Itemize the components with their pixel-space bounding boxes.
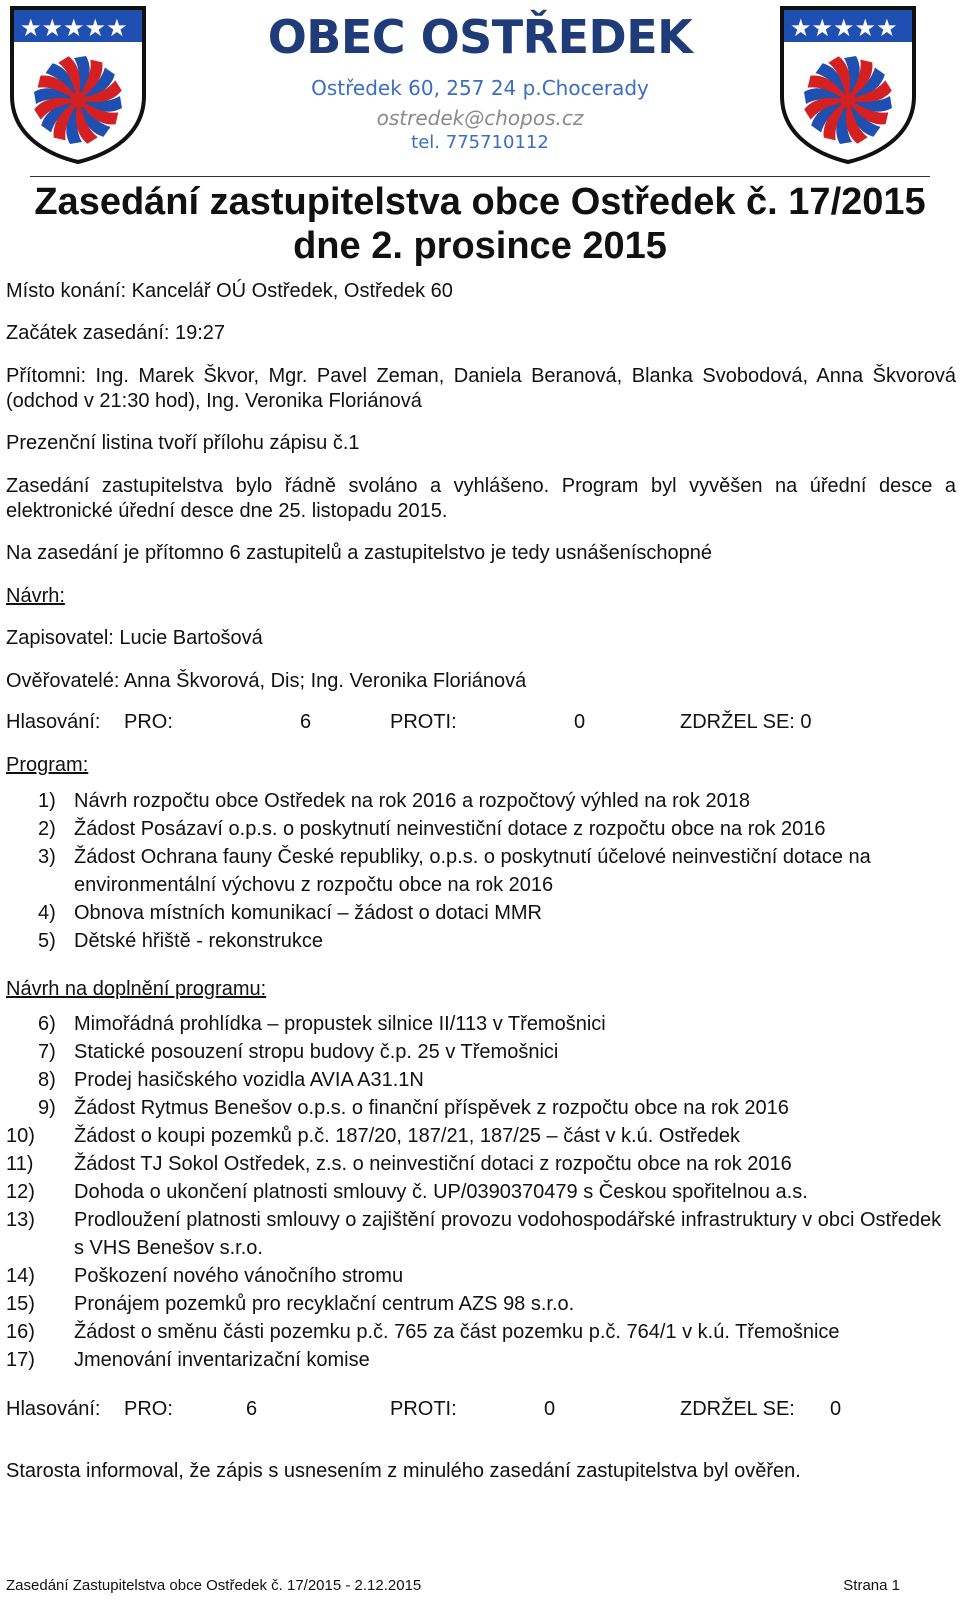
- list-item-text: Prodloužení platnosti smlouvy o zajištění provozu vodohospodářské infrastruktury v obci Ostředek s VHS Benešov s.r.o.: [74, 1209, 942, 1259]
- list-item-number: 6): [38, 1013, 56, 1035]
- list-item-number: 10): [6, 1125, 35, 1147]
- vote-pro-value: 6: [300, 711, 312, 733]
- page-footer: Zasedání Zastupitelstva obce Ostředek č. 17/2015 - 2.12.2015: [6, 1577, 422, 1594]
- list-item-text: Dohoda o ukončení platnosti smlouvy č. UP/0390370479 s Českou spořitelnou a.s.: [74, 1181, 808, 1203]
- quorum-note: Na zasedání je přítomno 6 zastupitelů a zastupitelstvo je tedy usnášeníschopné: [6, 542, 712, 564]
- vote-contra-value: 0: [544, 1398, 556, 1420]
- municipality-name: OBEC OSTŘEDEK: [267, 10, 693, 64]
- list-item-number: 14): [6, 1265, 35, 1287]
- municipality-phone: tel. 775710112: [411, 132, 549, 153]
- list-item: [6, 1094, 946, 1122]
- list-item-text: Obnova místních komunikací – žádost o dotaci MMR: [74, 902, 542, 924]
- addition-list: [6, 1010, 946, 1374]
- list-item-number: 13): [6, 1209, 35, 1231]
- verifiers: Ověřovatelé: Anna Škvorová, Dis; Ing. Veronika Floriánová: [6, 670, 527, 692]
- list-item: [6, 1010, 946, 1038]
- header-divider: [30, 176, 930, 177]
- list-item-number: 11): [6, 1153, 34, 1175]
- list-item: [6, 1262, 946, 1290]
- vote-label: Hlasování:: [6, 1398, 101, 1420]
- list-item-text: Žádost Ochrana fauny České republiky, o.p.s. o poskytnutí účelové neinvestiční dotace na environmentální výchovu z rozpočtu obce na rok 2016: [74, 846, 871, 896]
- list-item: [6, 1290, 946, 1318]
- list-item: [6, 1178, 946, 1206]
- list-item-text: Dětské hřiště - rekonstrukce: [74, 930, 323, 952]
- list-item-number: 4): [38, 902, 56, 924]
- start-time: Začátek zasedání: 19:27: [6, 322, 226, 344]
- list-item-text: Jmenování inventarizační komise: [74, 1349, 370, 1371]
- municipality-email[interactable]: ostredek@chopos.cz: [376, 106, 584, 130]
- list-item-number: 2): [38, 818, 56, 840]
- list-item-text: Poškození nového vánočního stromu: [74, 1265, 404, 1287]
- list-item-text: Žádost o směnu části pozemku p.č. 765 za část pozemku p.č. 764/1 v k.ú. Třemošnice: [74, 1321, 840, 1343]
- list-item-text: Statické posouzení stropu budovy č.p. 25 v Třemošnici: [74, 1041, 559, 1063]
- vote-contra-label: PROTI:: [390, 711, 457, 733]
- list-item-number: 9): [38, 1097, 56, 1119]
- list-item: [6, 1150, 946, 1178]
- list-item-number: 17): [6, 1349, 35, 1371]
- municipality-address: Ostředek 60, 257 24 p.Chocerady: [311, 76, 649, 100]
- list-item-text: Pronájem pozemků pro recyklační centrum AZS 98 s.r.o.: [74, 1293, 575, 1315]
- list-item: [6, 787, 946, 815]
- vote-pro-label: PRO:: [124, 1398, 173, 1420]
- list-item-number: 16): [6, 1321, 35, 1343]
- coat-of-arms-left: [6, 4, 150, 164]
- list-item-text: Návrh rozpočtu obce Ostředek na rok 2016 a rozpočtový výhled na rok 2018: [74, 790, 750, 812]
- list-item: [6, 843, 946, 899]
- list-item: [6, 1038, 946, 1066]
- list-item: [6, 1206, 946, 1262]
- vote-abstain-value: 0: [830, 1398, 842, 1420]
- list-item: [6, 927, 946, 955]
- list-item-number: 12): [6, 1181, 35, 1203]
- program-list: [6, 787, 946, 955]
- list-item-text: Žádost TJ Sokol Ostředek, z.s. o neinvestiční dotaci z rozpočtu obce na rok 2016: [74, 1153, 792, 1175]
- document-title-line2: dne 2. prosince 2015: [293, 225, 667, 267]
- convening-note: Zasedání zastupitelstva bylo řádně svoláno a vyhlášeno. Program byl vyvěšen na úřední desce a elektronické úřední desce dne 25. listopadu 2015.: [6, 475, 956, 522]
- list-item-text: Žádost Rytmus Benešov o.p.s. o finanční příspěvek z rozpočtu obce na rok 2016: [74, 1097, 789, 1119]
- list-item: [6, 1122, 946, 1150]
- recorder: Zapisovatel: Lucie Bartošová: [6, 627, 263, 649]
- list-item-number: 1): [38, 790, 56, 812]
- vote-pro-label: PRO:: [124, 711, 173, 733]
- venue: Místo konání: Kancelář OÚ Ostředek, Ostředek 60: [6, 280, 453, 302]
- list-item: [6, 1066, 946, 1094]
- list-item: [6, 815, 946, 843]
- addition-heading: Návrh na doplnění programu:: [6, 978, 267, 1000]
- list-item-text: Mimořádná prohlídka – propustek silnice II/113 v Třemošnici: [74, 1013, 606, 1035]
- vote-label: Hlasování:: [6, 711, 101, 733]
- present-members: Přítomni: Ing. Marek Škvor, Mgr. Pavel Zeman, Daniela Beranová, Blanka Svobodová, Anna Škvorová (odchod v 21:30 hod), Ing. Veronika Floriánová: [6, 365, 956, 412]
- list-item-text: Žádost Posázaví o.p.s. o poskytnutí neinvestiční dotace z rozpočtu obce na rok 2016: [74, 818, 826, 840]
- proposal-heading: Návrh:: [6, 585, 65, 607]
- list-item-number: 7): [38, 1041, 56, 1063]
- program-heading: Program:: [6, 754, 89, 776]
- vote-abstain-label: ZDRŽEL SE:: [680, 1398, 795, 1420]
- page-number: Strana 1: [843, 1577, 900, 1594]
- document-title-line1: Zasedání zastupitelstva obce Ostředek č. 17/2015: [34, 181, 926, 223]
- svg-text:★★★★★: ★★★★★: [790, 14, 898, 42]
- document-title: [0, 180, 960, 268]
- attendance-note: Prezenční listina tvoří přílohu zápisu č.1: [6, 432, 360, 454]
- list-item: [6, 1318, 946, 1346]
- list-item-number: 8): [38, 1069, 56, 1091]
- list-item-number: 15): [6, 1293, 35, 1315]
- list-item-text: Žádost o koupi pozemků p.č. 187/20, 187/21, 187/25 – část v k.ú. Ostředek: [74, 1125, 740, 1147]
- svg-text:★★★★★: ★★★★★: [20, 14, 128, 42]
- list-item: [6, 899, 946, 927]
- vote-pro-value: 6: [246, 1398, 258, 1420]
- mayor-note: Starosta informoval, že zápis s usnesením z minulého zasedání zastupitelstva byl ověřen.: [6, 1460, 801, 1482]
- list-item-number: 5): [38, 930, 56, 952]
- list-item-text: Prodej hasičského vozidla AVIA A31.1N: [74, 1069, 424, 1091]
- list-item: [6, 1346, 946, 1374]
- vote-contra-label: PROTI:: [390, 1398, 457, 1420]
- vote-contra-value: 0: [574, 711, 586, 733]
- vote-abstain: ZDRŽEL SE: 0: [680, 711, 812, 733]
- list-item-number: 3): [38, 846, 56, 868]
